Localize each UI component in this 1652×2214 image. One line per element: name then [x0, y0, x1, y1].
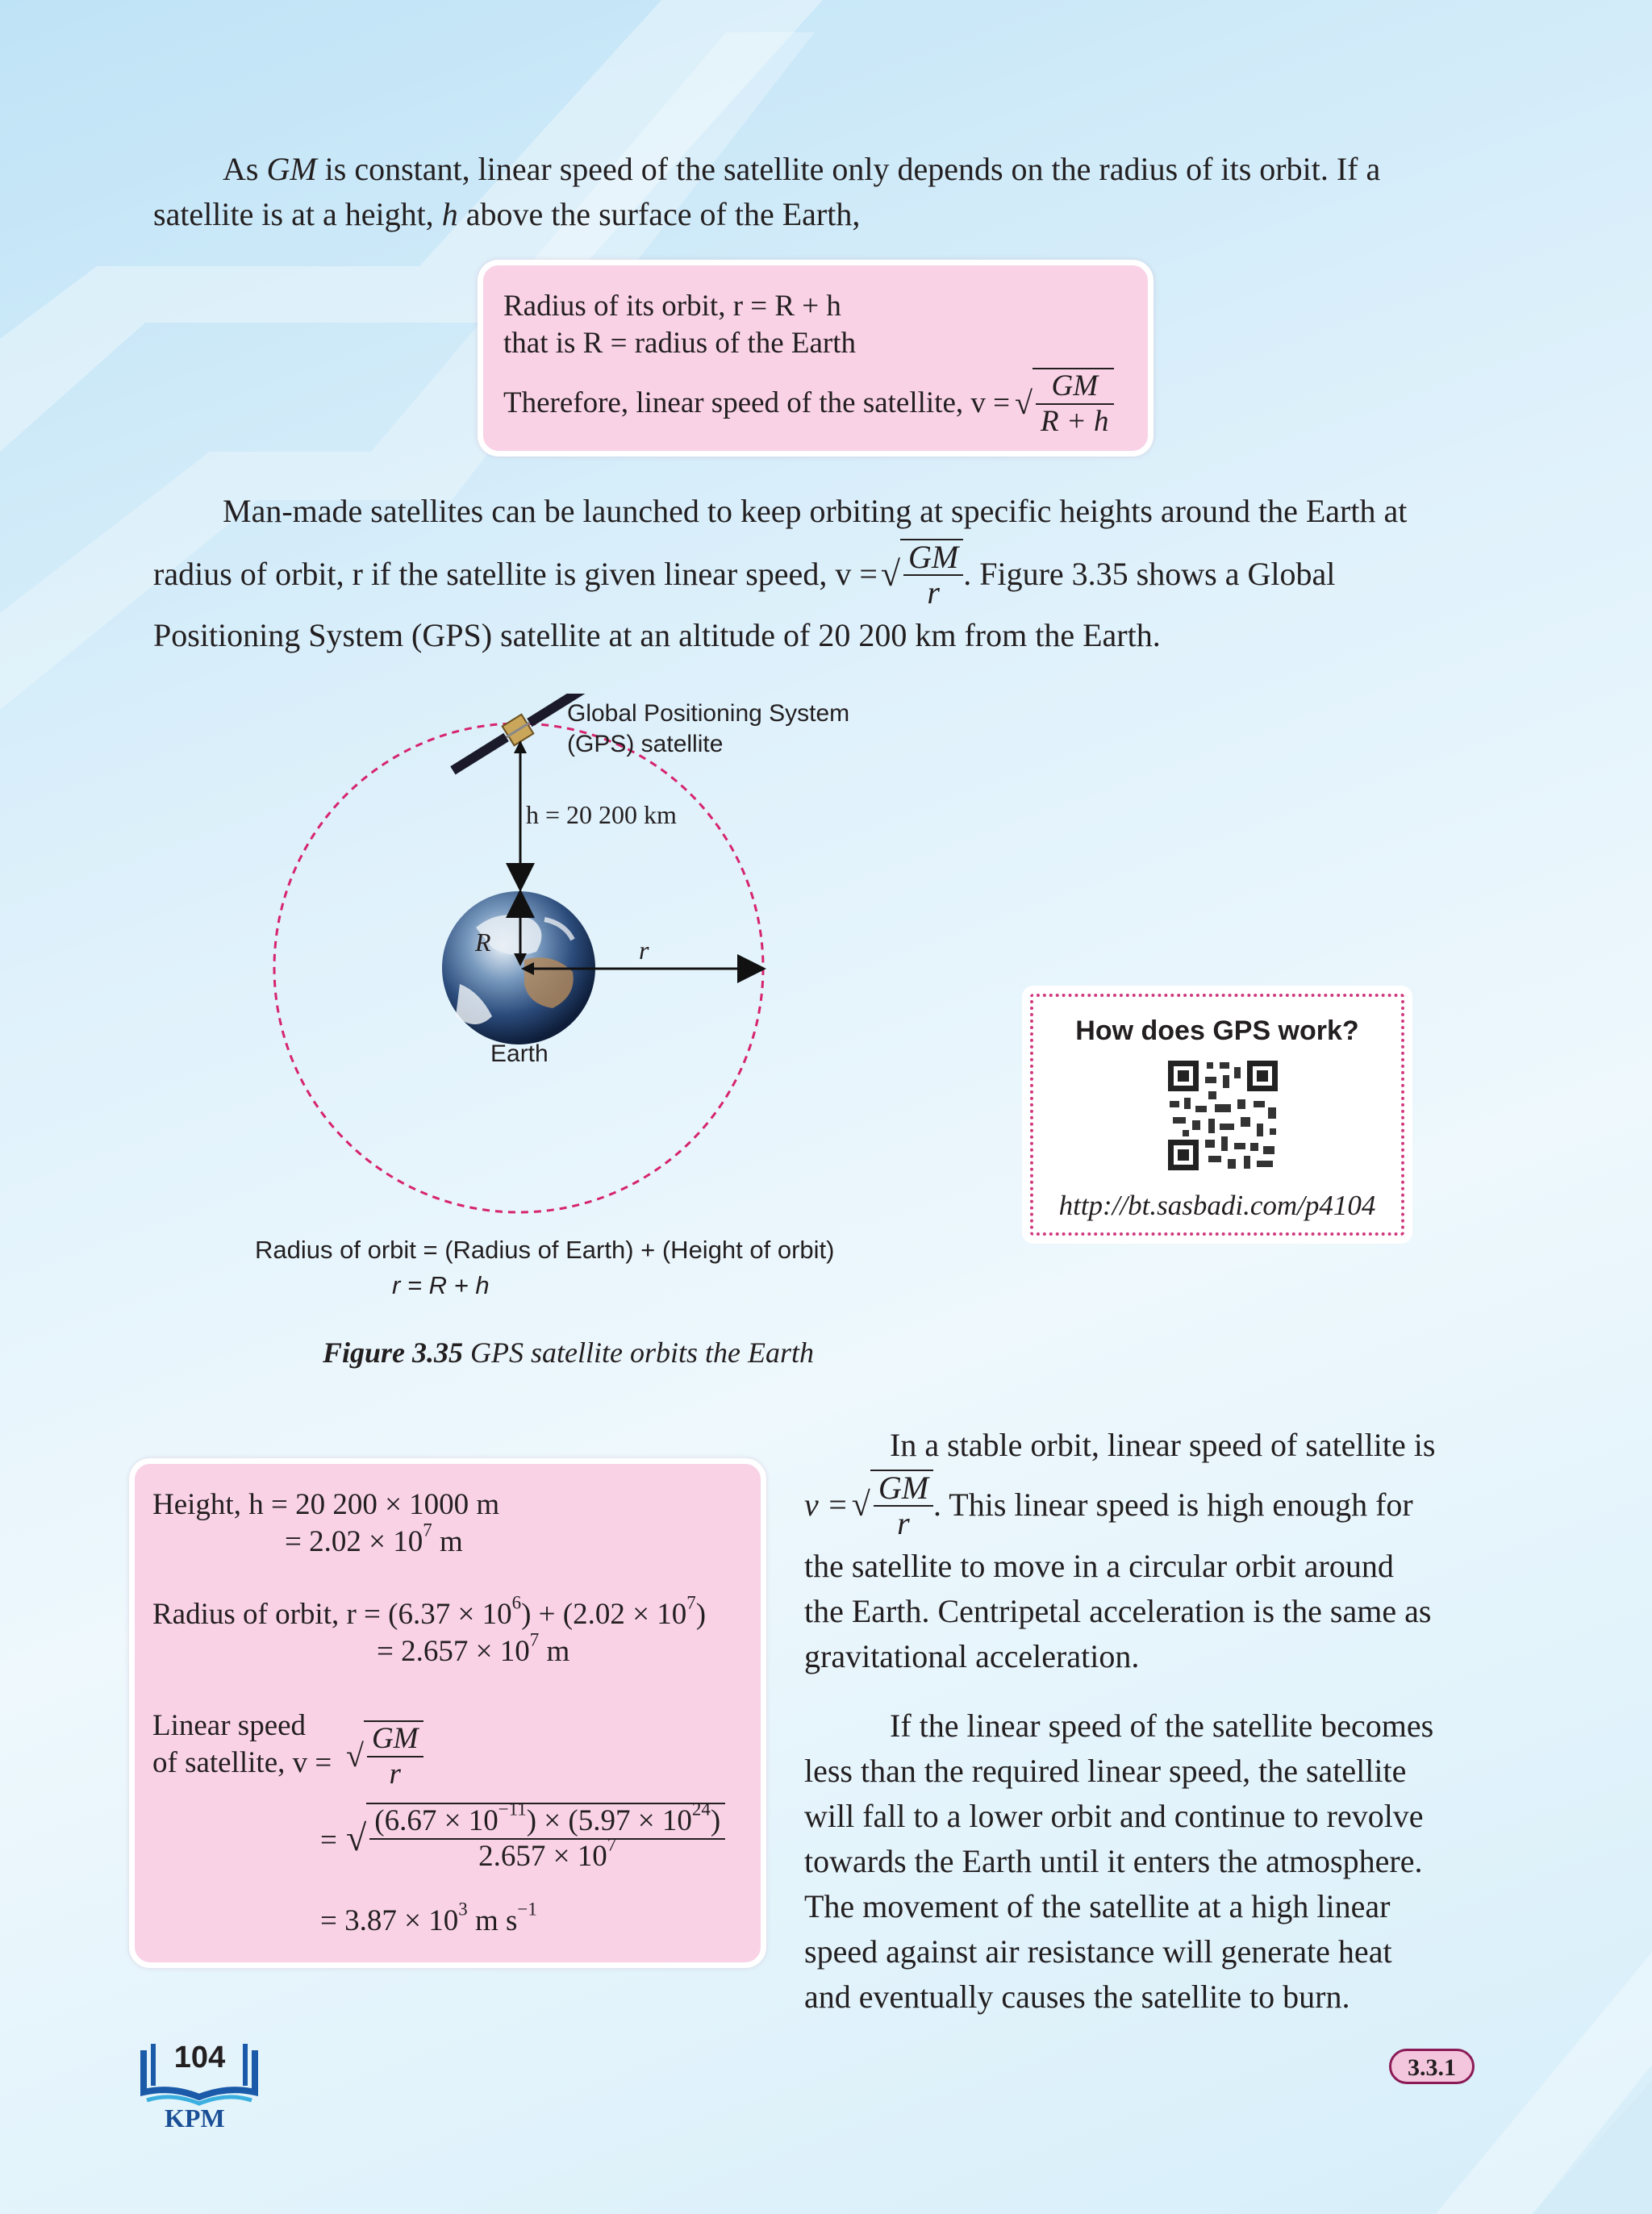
- page-number: 104: [173, 2041, 226, 2074]
- earth-label: Earth: [490, 1040, 549, 1067]
- height-line-1: Height, h = 20 200 × 1000 m: [152, 1488, 500, 1521]
- intro-paragraph: As GM is constant, linear speed of the satellite only depends on the radius of its orbit. If a satellite is at a height, h above the surface of the Earth,: [153, 151, 1381, 232]
- orbit-formula-box: [478, 260, 1153, 457]
- height-line-2: = $2.02 \times 10^7$ m: [285, 1520, 463, 1558]
- orbit-formula-text: Radius of orbit = (Radius of Earth) + (Height of orbit): [255, 1236, 835, 1264]
- earth-radius-label: R: [475, 928, 491, 957]
- publisher-label: KPM: [165, 2104, 225, 2133]
- falling-orbit-paragraph: If the linear speed of the satellite becomes less than the required linear speed, the satellite will fall to a lower orbit and continue to revolve towards the Earth until it enters the atmosphere. The movement of the satellite at a high linear speed against air resistance will generate heat and eventually causes the satellite to burn.: [804, 1707, 1434, 2015]
- radius-line-2: = $2.657 \times 10^7$ m: [377, 1629, 570, 1668]
- section-badge: 3.3.1: [1389, 2049, 1475, 2084]
- stable-orbit-paragraph: In a stable orbit, linear speed of satellite is v = √ $\frac{GM}{r}$ . This linear speed is high enough for the satellite to move in a circular orbit around the Earth. Centripetal acceleration is the same as gravitational acceleration.: [804, 1427, 1436, 1674]
- qr-code-icon[interactable]: [1166, 1059, 1279, 1172]
- orbit-formula-symbolic: r = R + h: [392, 1271, 490, 1299]
- height-label: h = 20 200 km: [526, 800, 677, 829]
- figure-caption: Figure 3.35 GPS satellite orbits the Earth: [323, 1336, 815, 1369]
- linear-speed-formula: Therefore, linear speed of the satellite, v = √ $\frac{GM}{R + h}$: [503, 368, 1114, 439]
- calculation-box: [129, 1458, 766, 1968]
- earth-radius-line: that is R = radius of the Earth: [503, 327, 857, 360]
- speed-formula: √ $\frac{GM}{r}$: [346, 1720, 423, 1791]
- qr-title: How does GPS work?: [1075, 1015, 1359, 1046]
- radius-line-1: Radius of orbit, $r = (6.37 \times 10^6) + (2.02 \times 10^7)$: [152, 1592, 707, 1631]
- orbit-radius-line: Radius of its orbit, r = R + h: [503, 290, 841, 323]
- qr-code-box[interactable]: [1022, 986, 1412, 1244]
- qr-url-link[interactable]: http://bt.sasbadi.com/p4104: [1058, 1190, 1376, 1221]
- satellite-label: Global Positioning System (GPS) satellite: [567, 700, 850, 757]
- orbit-radius-label: r: [639, 936, 649, 965]
- gps-orbit-figure: [258, 694, 855, 1323]
- speed-equals: =: [320, 1824, 337, 1857]
- speed-result: = $3.87 \times 10^3$ m $s^{-1}$: [320, 1899, 537, 1937]
- speed-substitution: √ $\frac{(6.67 \times 10^{-11}) \times (5.97 \times 10^{24})}{2.657 \times 10^7}$: [346, 1803, 725, 1874]
- satellite-paragraph: Man-made satellites can be launched to keep orbiting at specific heights around the Earth at radius of orbit, r if the satellite is given linear speed, v = √ $\frac{GM}{r}$ . Figure 3.35 shows a Global Positioning System (GPS) satellite at an altitude of 20 200 km from the Earth.: [153, 493, 1408, 653]
- speed-label: Linear speed of satellite, v =: [152, 1709, 332, 1779]
